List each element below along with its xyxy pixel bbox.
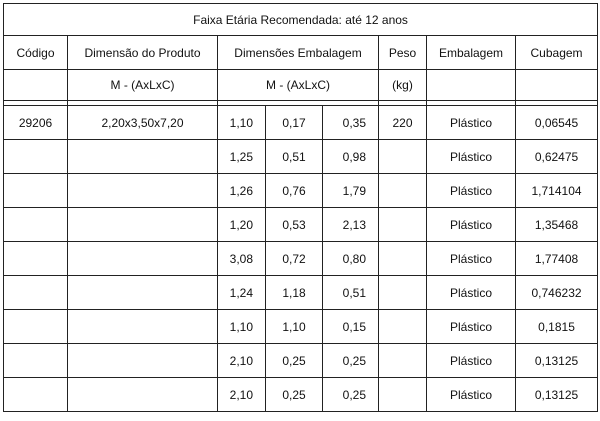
cell-peso [379, 276, 427, 310]
table-row [4, 242, 598, 276]
cell-embalagem-largura: 1,18 [266, 276, 323, 310]
cell-embalagem-largura: 0,25 [266, 378, 323, 412]
subheader-dimensoes-embalagem: M - (AxLxC) [218, 70, 379, 101]
cell-embalagem-altura: 1,20 [218, 208, 266, 242]
cell-cubagem: 1,35468 [516, 208, 598, 242]
cell-embalagem: Plástico [427, 242, 516, 276]
header-codigo: Código [4, 36, 68, 70]
cell-embalagem-altura: 1,24 [218, 276, 266, 310]
table-row [4, 106, 598, 140]
cell-embalagem: Plástico [427, 310, 516, 344]
table-row [4, 174, 598, 208]
cell-peso [379, 310, 427, 344]
cell-codigo [4, 174, 68, 208]
cell-dimensao-produto [68, 310, 218, 344]
cell-dimensao-produto [68, 344, 218, 378]
cell-embalagem-altura: 1,25 [218, 140, 266, 174]
header-cubagem: Cubagem [516, 36, 598, 70]
cell-peso [379, 344, 427, 378]
cell-peso [379, 208, 427, 242]
cell-peso [379, 378, 427, 412]
cell-embalagem: Plástico [427, 174, 516, 208]
subheader-embalagem-empty [427, 70, 516, 101]
product-spec-table [3, 3, 598, 412]
cell-cubagem: 0,06545 [516, 106, 598, 140]
table-row [4, 276, 598, 310]
cell-embalagem-altura: 1,26 [218, 174, 266, 208]
cell-dimensao-produto [68, 378, 218, 412]
cell-codigo [4, 242, 68, 276]
table-row [4, 140, 598, 174]
subheader-codigo-empty [4, 70, 68, 101]
header-dimensoes-embalagem: Dimensões Embalagem [218, 36, 379, 70]
cell-embalagem-altura: 2,10 [218, 378, 266, 412]
cell-codigo [4, 378, 68, 412]
cell-embalagem: Plástico [427, 106, 516, 140]
cell-cubagem: 0,746232 [516, 276, 598, 310]
cell-embalagem-largura: 0,76 [266, 174, 323, 208]
cell-codigo [4, 140, 68, 174]
cell-embalagem-comprimento: 0,51 [323, 276, 379, 310]
cell-embalagem-altura: 2,10 [218, 344, 266, 378]
cell-embalagem-altura: 3,08 [218, 242, 266, 276]
cell-cubagem: 0,13125 [516, 344, 598, 378]
cell-embalagem: Plástico [427, 276, 516, 310]
header-dimensao-produto: Dimensão do Produto [68, 36, 218, 70]
cell-embalagem-largura: 1,10 [266, 310, 323, 344]
cell-dimensao-produto: 2,20x3,50x7,20 [68, 106, 218, 140]
cell-dimensao-produto [68, 208, 218, 242]
cell-embalagem-comprimento: 0,15 [323, 310, 379, 344]
subheader-peso: (kg) [379, 70, 427, 101]
cell-embalagem-largura: 0,25 [266, 344, 323, 378]
cell-embalagem-altura: 1,10 [218, 106, 266, 140]
cell-embalagem: Plástico [427, 378, 516, 412]
cell-embalagem-largura: 0,51 [266, 140, 323, 174]
cell-codigo [4, 276, 68, 310]
cell-cubagem: 1,77408 [516, 242, 598, 276]
subheader-dimensao-produto: M - (AxLxC) [68, 70, 218, 101]
cell-peso: 220 [379, 106, 427, 140]
cell-embalagem-comprimento: 2,13 [323, 208, 379, 242]
cell-dimensao-produto [68, 174, 218, 208]
table-row [4, 344, 598, 378]
cell-peso [379, 140, 427, 174]
cell-embalagem-comprimento: 0,80 [323, 242, 379, 276]
cell-dimensao-produto [68, 242, 218, 276]
cell-cubagem: 0,62475 [516, 140, 598, 174]
cell-embalagem-comprimento: 0,35 [323, 106, 379, 140]
cell-embalagem-largura: 0,72 [266, 242, 323, 276]
cell-embalagem: Plástico [427, 140, 516, 174]
header-row [4, 36, 598, 70]
header-embalagem: Embalagem [427, 36, 516, 70]
cell-dimensao-produto [68, 140, 218, 174]
table-row [4, 378, 598, 412]
cell-codigo [4, 344, 68, 378]
cell-cubagem: 0,1815 [516, 310, 598, 344]
subheader-cubagem-empty [516, 70, 598, 101]
cell-peso [379, 242, 427, 276]
table-row [4, 310, 598, 344]
cell-peso [379, 174, 427, 208]
cell-dimensao-produto [68, 276, 218, 310]
cell-cubagem: 1,714104 [516, 174, 598, 208]
cell-embalagem-comprimento: 0,25 [323, 378, 379, 412]
table-title: Faixa Etária Recomendada: até 12 anos [4, 4, 598, 36]
cell-embalagem: Plástico [427, 208, 516, 242]
cell-embalagem-largura: 0,53 [266, 208, 323, 242]
cell-embalagem-altura: 1,10 [218, 310, 266, 344]
cell-codigo [4, 208, 68, 242]
cell-embalagem: Plástico [427, 344, 516, 378]
table-row [4, 208, 598, 242]
cell-codigo [4, 310, 68, 344]
cell-embalagem-comprimento: 0,98 [323, 140, 379, 174]
cell-embalagem-comprimento: 0,25 [323, 344, 379, 378]
cell-embalagem-largura: 0,17 [266, 106, 323, 140]
cell-codigo: 29206 [4, 106, 68, 140]
cell-embalagem-comprimento: 1,79 [323, 174, 379, 208]
cell-cubagem: 0,13125 [516, 378, 598, 412]
title-row [4, 4, 598, 36]
subheader-row [4, 70, 598, 101]
header-peso: Peso [379, 36, 427, 70]
